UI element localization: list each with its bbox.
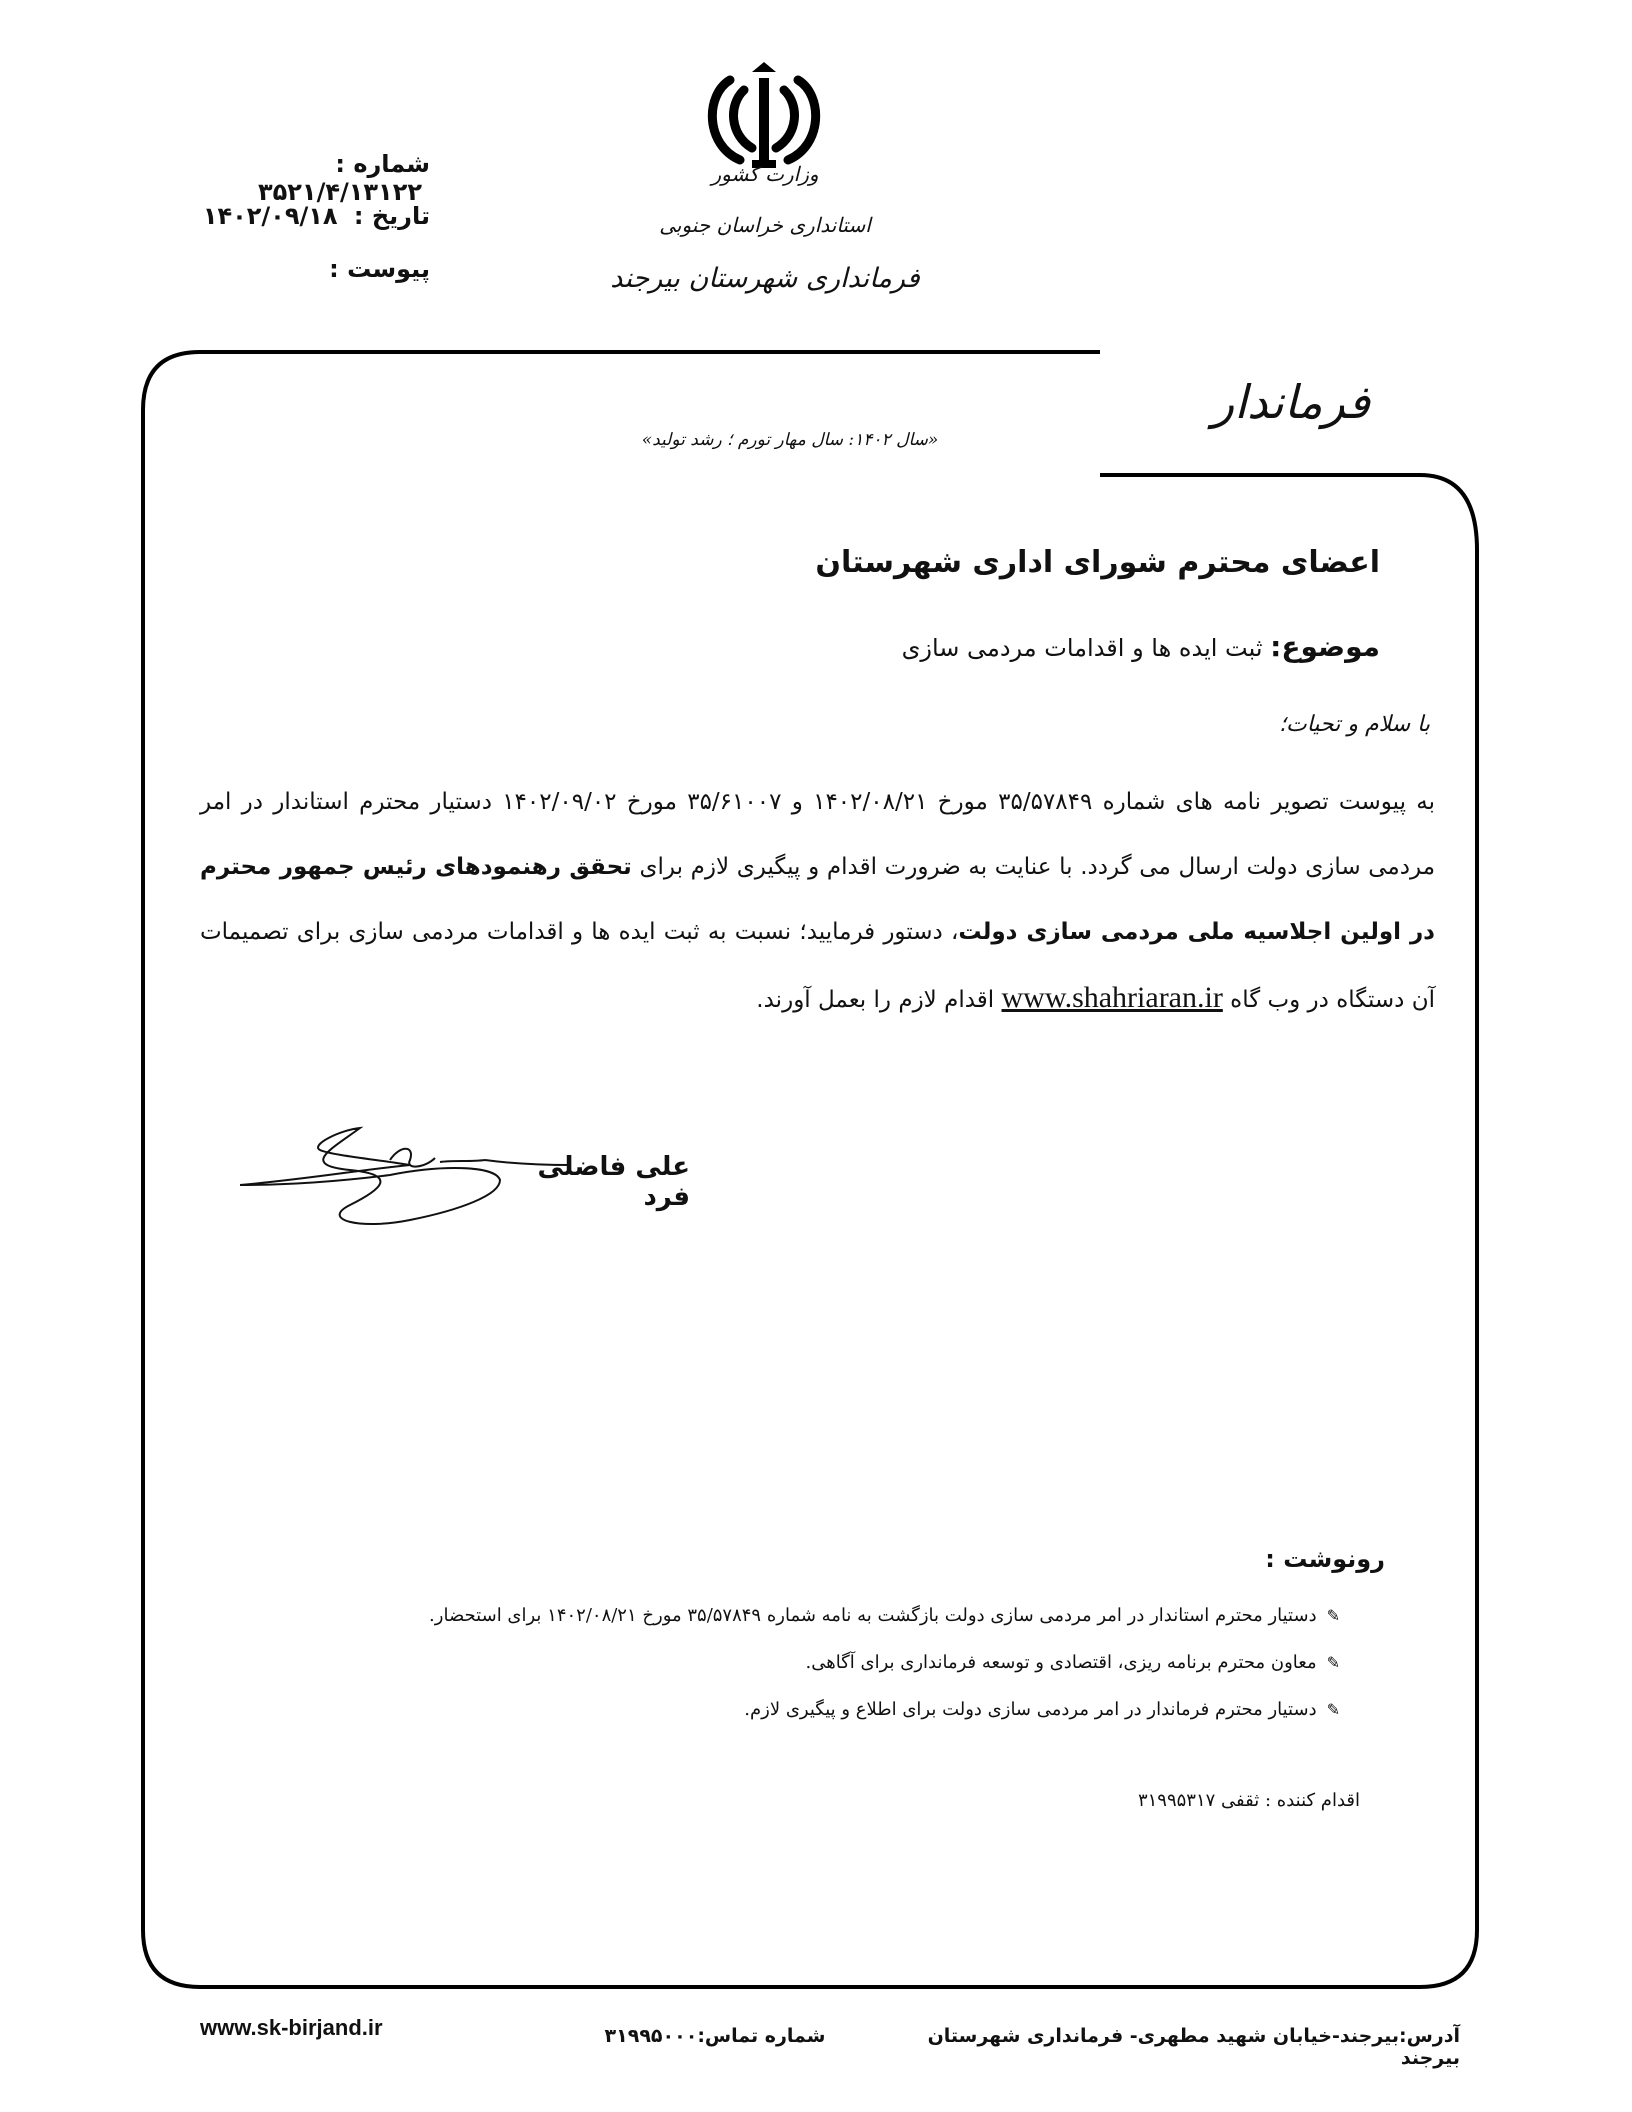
letter-number-label: شماره : [335,150,430,178]
pen-icon: ✎ [1326,1606,1340,1625]
pen-icon: ✎ [1326,1700,1340,1719]
website-link[interactable]: www.shahriaran.ir [1001,981,1223,1014]
org-office: فرمانداری شهرستان بیرجند [610,263,920,294]
footer-address: آدرس:بیرجند-خیابان شهید مطهری- فرمانداری شهرستان بیرجند [927,2025,1460,2069]
org-ministry: وزارت کشور [711,162,819,186]
footer-phone: شماره تماس:۳۱۹۹۵۰۰۰ [604,2025,826,2047]
cc-item [340,1652,1340,1673]
subject-line [780,630,1380,663]
letter-date-value: ۱۴۰۲/۰۹/۱۸ [202,202,338,230]
cc-item-text: دستیار محترم استاندار در امر مردمی سازی دولت بازگشت به نامه شماره ۳۵/۵۷۸۴۹ مورخ ۱۴۰۲/۰۸/۲۱ برای استحضار. [429,1605,1317,1626]
cc-item-text: دستیار محترم فرماندار در امر مردمی سازی دولت برای اطلاع و پیگیری لازم. [744,1699,1317,1720]
body-text-2: ، دستور فرمایید؛ نسبت به ثبت ایده ها و اقدامات مردمی سازی برای تصمیمات آن دستگاه در وب گاه [200,919,1435,1013]
pen-icon: ✎ [1326,1653,1340,1672]
letter-date [180,202,430,230]
cc-item-text: معاون محترم برنامه ریزی، اقتصادی و توسعه فرمانداری برای آگاهی. [805,1652,1317,1673]
cc-title: رونوشت : [1265,1545,1385,1573]
letter-attachment-label: پیوست : [329,255,430,283]
body-text-1: به پیوست تصویر نامه های شماره ۳۵/۵۷۸۴۹ مورخ ۱۴۰۲/۰۸/۲۱ و ۳۵/۶۱۰۰۷ مورخ ۱۴۰۲/۰۹/۰۲ دستیار محترم استاندار در امر مردمی سازی دولت ارسال می گردد. با عنایت به ضرورت اقدام و پیگیری لازم برای [200,789,1436,880]
recipient: اعضای محترم شورای اداری شهرستان [815,545,1380,580]
letter-attachment [180,255,430,283]
subject-text: ثبت ایده ها و اقدامات مردمی سازی [901,634,1263,662]
letter-body [200,770,1435,1033]
signer-name: علی فاضلی فرد [537,1152,690,1212]
operator-line: اقدام کننده : ثقفی ۳۱۹۹۵۳۱۷ [1137,1790,1360,1811]
org-governorate: استانداری خراسان جنوبی [659,213,871,237]
letter-number [180,150,430,206]
greeting: با سلام و تحیات؛ [1279,712,1430,737]
letter-number-value: ۳۵۲۱/۴/۱۳۱۲۲ [257,178,422,206]
body-text-3: اقدام لازم را بعمل آورند. [756,987,995,1013]
sender-title: فرماندار [1212,375,1370,429]
year-slogan: «سال ۱۴۰۲: سال مهار تورم ؛ رشد تولید» [641,430,939,450]
cc-item [340,1605,1340,1626]
subject-label: موضوع: [1270,630,1380,663]
footer-website[interactable]: www.sk-birjand.ir [200,2015,383,2040]
letter-date-label: تاریخ : [353,202,430,230]
body-bold-text: تحقق رهنمودهای رئیس جمهور محترم در اولین اجلاسیه ملی مردمی سازی دولت [200,854,1435,945]
cc-item [340,1699,1340,1720]
